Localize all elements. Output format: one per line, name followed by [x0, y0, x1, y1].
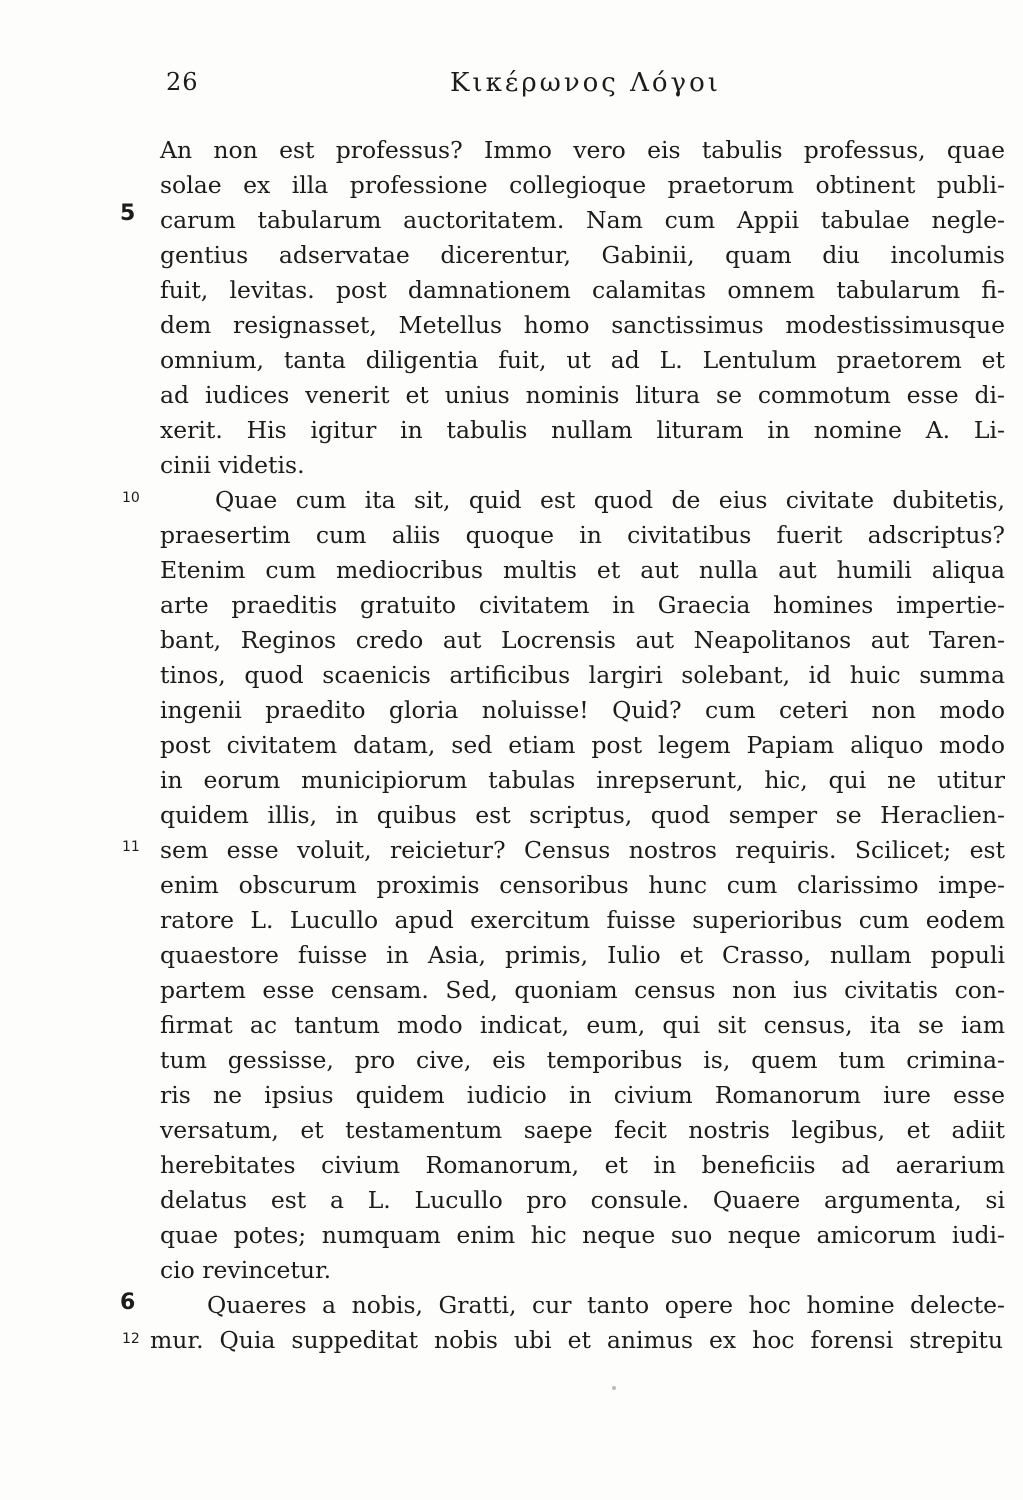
- text-line: bant, Reginos credo aut Locrensis aut Neapolitanos aut Taren-: [160, 626, 1005, 654]
- text-line: cio revincetur.: [160, 1256, 332, 1284]
- text-line: An non est professus? Immo vero eis tabulis professus, quae: [160, 136, 1005, 164]
- text-line: delatus est a L. Lucullo pro consule. Quaere argumenta, si: [160, 1186, 1005, 1214]
- text-line: tinos, quod scaenicis artificibus largiri solebant, id huic summa: [160, 661, 1005, 689]
- text-line: xerit. His igitur in tabulis nullam lituram in nomine A. Li-: [160, 416, 1005, 444]
- text-line: herebitates civium Romanorum, et in beneficiis ad aerarium: [160, 1151, 1005, 1179]
- text-line: quae potes; numquam enim hic neque suo neque amicorum iudi-: [160, 1221, 1005, 1249]
- text-line: fuit, levitas. post damnationem calamitas omnem tabularum fi-: [160, 276, 1005, 304]
- text-line: post civitatem datam, sed etiam post legem Papiam aliquo modo: [160, 731, 1005, 759]
- text-line: carum tabularum auctoritatem. Nam cum Appii tabulae negle-: [160, 206, 1005, 234]
- running-head: [0, 68, 1023, 108]
- text-line: enim obscurum proximis censoribus hunc cum clarissimo impe-: [160, 871, 1005, 899]
- text-line: omnium, tanta diligentia fuit, ut ad L. Lentulum praetorem et: [160, 346, 1005, 374]
- text-line: quaestore fuisse in Asia, primis, Iulio et Crasso, nullam populi: [160, 941, 1005, 969]
- text-line: Quae cum ita sit, quid est quod de eius civitate dubitetis,: [215, 486, 1005, 514]
- text-line: in eorum municipiorum tabulas inrepserunt, hic, qui ne utitur: [160, 766, 1005, 794]
- text-line: quidem illis, in quibus est scriptus, quod semper se Heraclien-: [160, 801, 1005, 829]
- page-number: 26: [166, 68, 199, 96]
- text-line: Quaeres a nobis, Gratti, cur tanto opere hoc homine delecte-: [207, 1291, 1005, 1319]
- margin-number: 6: [120, 1290, 136, 1315]
- paper-speck: [612, 1386, 616, 1390]
- text-line: sem esse voluit, reicietur? Census nostros requiris. Scilicet; est: [160, 836, 1005, 864]
- text-line: partem esse censam. Sed, quoniam census non ius civitatis con-: [160, 976, 1005, 1004]
- running-title: Κικέρωνος Λόγοι: [450, 68, 721, 98]
- text-line: ratore L. Lucullo apud exercitum fuisse superioribus cum eodem: [160, 906, 1005, 934]
- text-line: solae ex illa professione collegioque praetorum obtinent publi-: [160, 171, 1005, 199]
- text-line: ad iudices venerit et unius nominis litura se commotum esse di-: [160, 381, 1005, 409]
- text-line: praesertim cum aliis quoque in civitatibus fuerit adscriptus?: [160, 521, 1005, 549]
- text-line: gentius adservatae dicerentur, Gabinii, quam diu incolumis: [160, 241, 1005, 269]
- text-line: Etenim cum mediocribus multis et aut nulla aut humili aliqua: [160, 556, 1005, 584]
- margin-number: 12: [122, 1331, 140, 1347]
- margin-number: 10: [122, 490, 140, 506]
- text-line: arte praeditis gratuito civitatem in Graecia homines impertie-: [160, 591, 1005, 619]
- margin-number: 5: [120, 201, 136, 226]
- text-line: tum gessisse, pro cive, eis temporibus is, quem tum crimina-: [160, 1046, 1005, 1074]
- margin-number: 11: [122, 839, 140, 855]
- text-line: ingenii praedito gloria noluisse! Quid? cum ceteri non modo: [160, 696, 1005, 724]
- text-line: ris ne ipsius quidem iudicio in civium Romanorum iure esse: [160, 1081, 1005, 1109]
- text-line: versatum, et testamentum saepe fecit nostris legibus, et adiit: [160, 1116, 1005, 1144]
- text-line: cinii videtis.: [160, 451, 305, 479]
- text-line: mur. Quia suppeditat nobis ubi et animus ex hoc forensi strepitu: [150, 1326, 1003, 1354]
- text-line: firmat ac tantum modo indicat, eum, qui sit census, ita se iam: [160, 1011, 1005, 1039]
- text-line: dem resignasset, Metellus homo sanctissimus modestissimusque: [160, 311, 1005, 339]
